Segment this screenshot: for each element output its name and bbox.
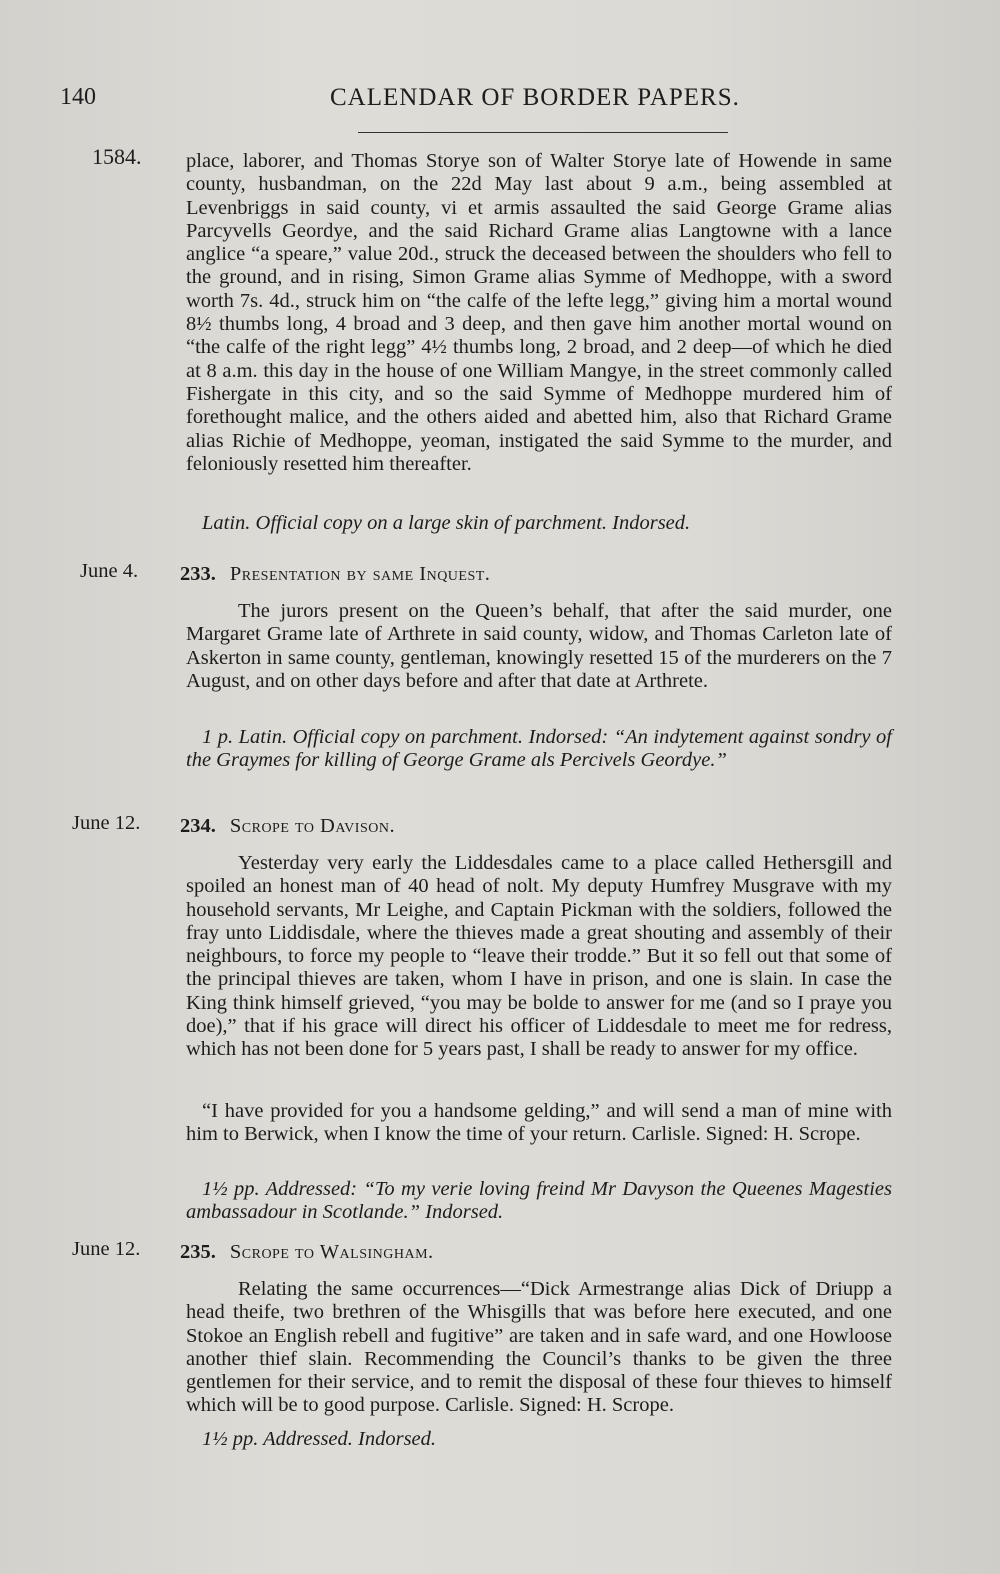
entry-paragraph: “I have provided for you a handsome gelding,” and will send a man of mine with him to Berwick, when I know the time of your return. Carlisle. Signed: H. Scrope. <box>186 1100 892 1146</box>
continued-note: Latin. Official copy on a large skin of parchment. Indorsed. <box>202 512 691 534</box>
entry-heading <box>180 1241 434 1264</box>
entry-date: June 12. <box>72 812 141 834</box>
entry-note: 1½ pp. Addressed. Indorsed. <box>202 1428 437 1450</box>
entry-paragraph: The jurors present on the Queen’s behalf, that after the said murder, one Margaret Grame late of Arthrete in said county, widow, and Thomas Carleton late of Askerton in same county, gentleman, knowingly resetted 15 of the murderers on the 7 August, and on other days before and after that date at Arthrete. <box>186 600 892 692</box>
entry-date: June 4. <box>80 560 139 582</box>
running-title: CALENDAR OF BORDER PAPERS. <box>330 84 740 111</box>
header-rule <box>358 132 728 133</box>
entry-date: June 12. <box>72 1238 141 1260</box>
entry-number: 235. <box>180 1241 216 1263</box>
entry-note: 1 p. Latin. Official copy on parchment. Indorsed: “An indytement against sondry of the Graymes for killing of George Grame als Percivels Geordye.” <box>186 726 892 772</box>
entry-note: 1½ pp. Addressed: “To my verie loving freind Mr Davyson the Queenes Magesties ambassadour in Scotlande.” Indorsed. <box>186 1178 892 1224</box>
page-header <box>60 84 940 124</box>
entry-number: 234. <box>180 815 216 837</box>
entry-paragraph: Relating the same occurrences—“Dick Armestrange alias Dick of Driupp a head theife, two brethren of the Whisgills that was before here executed, and one Stokoe an English rebell and fugitive” are taken and in safe ward, and one Howloose another thief slain. Recommending the Council’s thanks to be given the three gentlemen for their service, and to remit the disposal of these four thieves to himself which will be to good purpose. Carlisle. Signed: H. Scrope. <box>186 1278 892 1417</box>
entry-title: Scrope to Walsingham. <box>229 1241 434 1263</box>
entry-heading <box>180 815 395 838</box>
year-marker: 1584. <box>92 144 142 169</box>
entry-paragraph: Yesterday very early the Liddesdales came to a place called Hethersgill and spoiled an honest man of 40 head of nolt. My deputy Humfrey Musgrave with my household servants, Mr Leighe, and Captain Pickman with the soldiers, followed the fray unto Liddisdale, where the thieves made a great shouting and assembly of their neighbours, to force my people to “leave their trodde.” But it so fell out that some of the principal thieves are taken, whom I have in prison, and one is slain. In case the King think himself grieved, “you may be bolde to answer for me (and so I praye you doe),” that if his grace will direct his officer of Liddesdale to meet me for redress, which has not been done for 5 years past, I shall be ready to answer for my office. <box>186 852 892 1061</box>
page-number: 140 <box>60 84 96 110</box>
entry-title: Scrope to Davison. <box>229 815 396 837</box>
entry-title: Presentation by same Inquest. <box>229 563 491 585</box>
continued-paragraph: place, laborer, and Thomas Storye son of Walter Storye late of Howende in same county, husbandman, on the 22d May last about 9 a.m., being assembled at Levenbriggs in said county, vi et armis assaulted the said George Grame alias Parcyvells Geordye, and the said Richard Grame alias Langtowne with a lance anglice “a speare,” value 20d., struck the deceased between the shoulders who fell to the ground, and in rising, Simon Grame alias Symme of Medhoppe, with a sword worth 7s. 4d., struck him on “the calfe of the lefte legg,” giving him a mortal wound 8½ thumbs long, 4 broad and 3 deep, and then gave him another mortal wound on “the calfe of the right legg” 4½ thumbs long, 2 broad, and 2 deep—of which he died at 8 a.m. this day in the house of one William Mangye, in the street commonly called Fishergate in this city, and so the said Symme of Medhoppe murdered him of forethought malice, and the others aided and abetted him, also that Richard Grame alias Richie of Medhoppe, yeoman, instigated the said Symme to the murder, and feloniously resetted him thereafter. <box>186 150 892 475</box>
entry-heading <box>180 563 490 586</box>
entry-number: 233. <box>180 563 216 585</box>
